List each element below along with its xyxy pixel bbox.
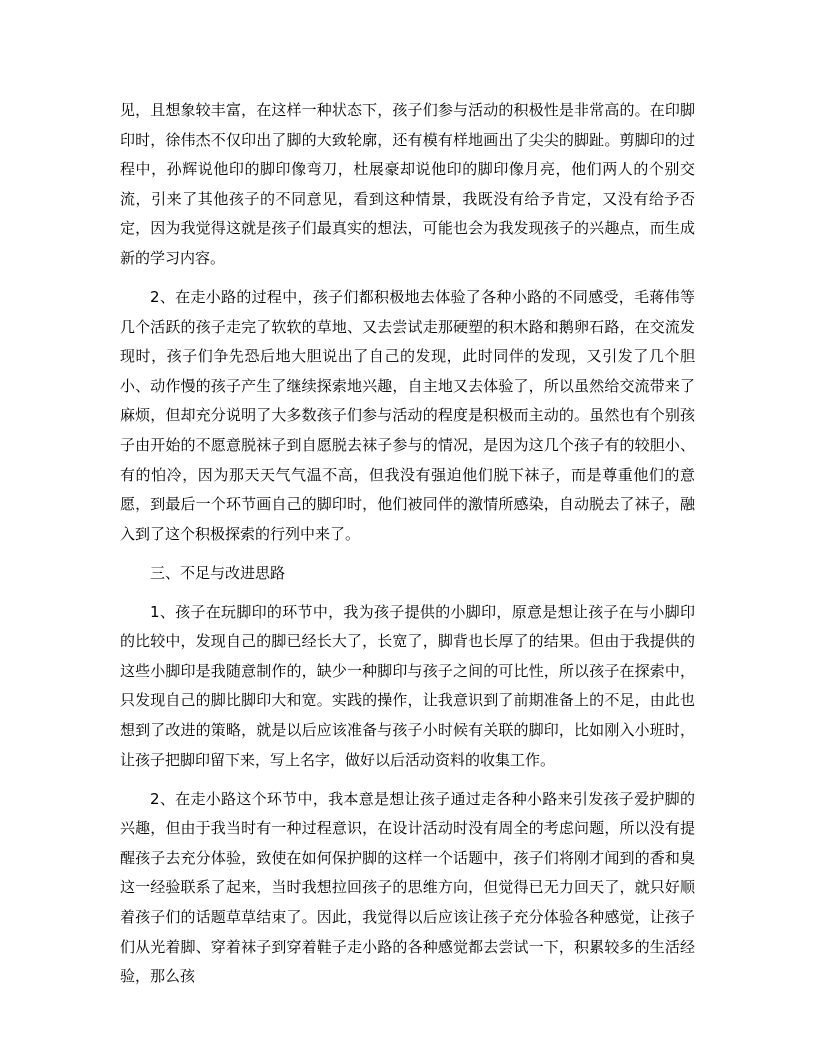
section-heading-shortcomings: 三、不足与改进思路: [150, 563, 286, 582]
paragraph-walking-path-experience: 2、在走小路的过程中，孩子们都积极地去体验了各种小路的不同感受，毛蒋伟等几个活跃的孩子走完了软软的草地、又去尝试走那硬塑的积木路和鹅卵石路，在交流发现时，孩子们争先恐后地大胆说出了自己的发现，此时同伴的发现，又引发了几个胆小、动作慢的孩子产生了继续探索地兴趣，自主地又去体验了，所以虽然给交流带来了麻烦，但却充分说明了大多数孩子们参与活动的程度是积极而主动的。虽然也有个别孩子由开始的不愿意脱袜子到自愿脱去袜子参与的情况，是因为这几个孩子有的较胆小、有的怕冷，因为那天天气气温不高，但我没有强迫他们脱下袜子，而是尊重他们的意愿，到最后一个环节画自己的脚印时，他们被同伴的激情所感染，自动脱去了袜子，融入到了这个积极探索的行列中来了。: [120, 287, 695, 543]
paragraph-walking-path-improvement: 2、在走小路这个环节中，我本意是想让孩子通过走各种小路来引发孩子爱护脚的兴趣，但由于我当时有一种过程意识，在设计活动时没有周全的考虑问题，所以没有提醒孩子去充分体验，致使在如何保护脚的这样一个话题中，孩子们将刚才闻到的香和臭这一经验联系了起来，当时我想拉回孩子的思维方向，但觉得已无力回天了，就只好顺着孩子们的话题草草结束了。因此，我觉得以后应该让孩子充分体验各种感觉，让孩子们从光着脚、穿着袜子到穿着鞋子走小路的各种感觉都去尝试一下，积累较多的生活经验，那么孩: [120, 789, 695, 986]
paragraph-continuation: 见，且想象较丰富，在这样一种状态下，孩子们参与活动的积极性是非常高的。在印脚印时，徐伟杰不仅印出了脚的大致轮廓，还有模有样地画出了尖尖的脚趾。剪脚印的过程中，孙辉说他印的脚印像弯刀，杜展豪却说他印的脚印像月亮，他们两人的个别交流，引来了其他孩子的不同意见，看到这种情景，我既没有给予肯定，又没有给予否定，因为我觉得这就是孩子们最真实的想法，可能也会为我发现孩子的兴趣点，而生成新的学习内容。: [120, 101, 695, 267]
document-page: [120, 96, 695, 992]
paragraph-footprint-improvement: 1、孩子在玩脚印的环节中，我为孩子提供的小脚印，原意是想让孩子在与小脚印的比较中，发现自己的脚已经长大了，长宽了，脚背也长厚了的结果。但由于我提供的这些小脚印是我随意制作的，缺少一种脚印与孩子之间的可比性，所以孩子在探索中，只发现自己的脚比脚印大和宽。实践的操作，让我意识到了前期准备上的不足，由此也想到了改进的策略，就是以后应该准备与孩子小时候有关联的脚印，比如刚入小班时，让孩子把脚印留下来，写上名字，做好以后活动资料的收集工作。: [120, 602, 695, 769]
